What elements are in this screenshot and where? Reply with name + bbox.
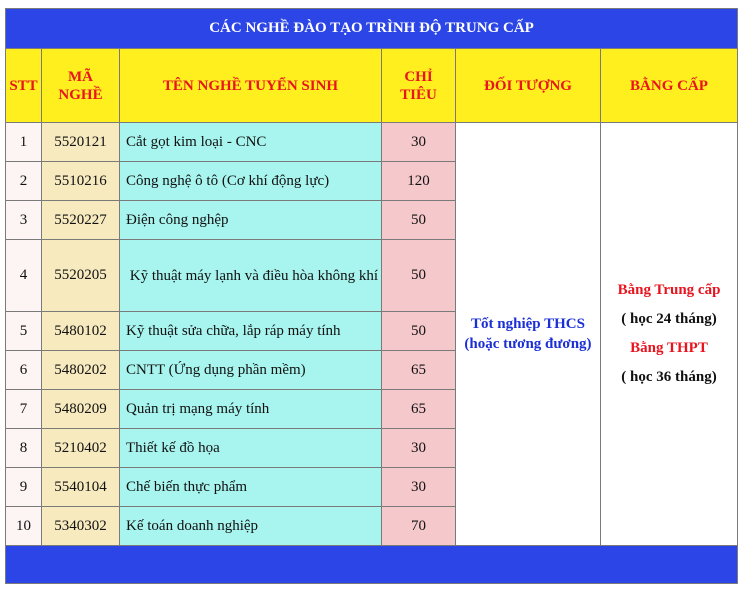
table-title: CÁC NGHỀ ĐÀO TẠO TRÌNH ĐỘ TRUNG CẤP <box>6 9 738 49</box>
cell-ma-nghe: 5480209 <box>42 390 120 429</box>
cell-ten-nghe: Kỹ thuật sửa chữa, lắp ráp máy tính <box>120 312 382 351</box>
cell-stt: 2 <box>6 162 42 201</box>
cell-ten-nghe: Kế toán doanh nghiệp <box>120 507 382 546</box>
cell-ma-nghe: 5480102 <box>42 312 120 351</box>
cell-chi-tieu: 120 <box>382 162 456 201</box>
cell-ten-nghe: Quản trị mạng máy tính <box>120 390 382 429</box>
cell-ten-nghe: Thiết kế đồ họa <box>120 429 382 468</box>
cell-ma-nghe: 5520227 <box>42 201 120 240</box>
table-row <box>6 123 738 162</box>
cell-chi-tieu: 30 <box>382 123 456 162</box>
footer-bar <box>6 546 738 584</box>
cell-ma-nghe: 5540104 <box>42 468 120 507</box>
cell-stt: 9 <box>6 468 42 507</box>
cell-stt: 8 <box>6 429 42 468</box>
title-row <box>6 9 738 49</box>
header-ten-nghe: TÊN NGHỀ TUYỂN SINH <box>120 49 382 123</box>
footer-row <box>6 546 738 584</box>
cell-doi-tuong <box>456 123 601 546</box>
header-ma-nghe: MÃ NGHỀ <box>42 49 120 123</box>
cell-chi-tieu: 65 <box>382 351 456 390</box>
cell-ten-nghe: CNTT (Ứng dụng phần mềm) <box>120 351 382 390</box>
bang-cap-line3: Bằng THPT <box>630 340 708 356</box>
header-stt: STT <box>6 49 42 123</box>
cell-stt: 5 <box>6 312 42 351</box>
cell-ma-nghe: 5210402 <box>42 429 120 468</box>
bang-cap-line1: Bằng Trung cấp <box>617 282 721 298</box>
cell-bang-cap <box>601 123 738 546</box>
training-table <box>5 8 738 584</box>
cell-stt: 10 <box>6 507 42 546</box>
cell-ma-nghe: 5520121 <box>42 123 120 162</box>
cell-stt: 1 <box>6 123 42 162</box>
cell-stt: 7 <box>6 390 42 429</box>
cell-chi-tieu: 30 <box>382 429 456 468</box>
header-chi-tieu: CHỈ TIÊU <box>382 49 456 123</box>
header-row <box>6 49 738 123</box>
cell-ten-nghe: Kỹ thuật máy lạnh và điều hòa không khí <box>120 240 382 312</box>
training-table-container <box>5 8 738 584</box>
cell-chi-tieu: 65 <box>382 390 456 429</box>
bang-cap-line2: ( học 24 tháng) <box>621 311 717 327</box>
cell-ma-nghe: 5510216 <box>42 162 120 201</box>
bang-cap-line4: ( học 36 tháng) <box>621 369 717 385</box>
cell-chi-tieu: 50 <box>382 312 456 351</box>
cell-ma-nghe: 5520205 <box>42 240 120 312</box>
cell-ten-nghe: Công nghệ ô tô (Cơ khí động lực) <box>120 162 382 201</box>
doi-tuong-line1: Tốt nghiệp THCS <box>471 316 585 332</box>
cell-ten-nghe: Cắt gọt kim loại - CNC <box>120 123 382 162</box>
cell-chi-tieu: 30 <box>382 468 456 507</box>
header-doi-tuong: ĐỐI TƯỢNG <box>456 49 601 123</box>
cell-ten-nghe: Chế biến thực phẩm <box>120 468 382 507</box>
cell-chi-tieu: 50 <box>382 201 456 240</box>
cell-ma-nghe: 5340302 <box>42 507 120 546</box>
cell-chi-tieu: 70 <box>382 507 456 546</box>
cell-stt: 6 <box>6 351 42 390</box>
cell-chi-tieu: 50 <box>382 240 456 312</box>
cell-ten-nghe: Điện công nghệp <box>120 201 382 240</box>
cell-ma-nghe: 5480202 <box>42 351 120 390</box>
cell-stt: 4 <box>6 240 42 312</box>
cell-stt: 3 <box>6 201 42 240</box>
header-bang-cap: BẰNG CẤP <box>601 49 738 123</box>
doi-tuong-line2: (hoặc tương đương) <box>464 336 592 352</box>
